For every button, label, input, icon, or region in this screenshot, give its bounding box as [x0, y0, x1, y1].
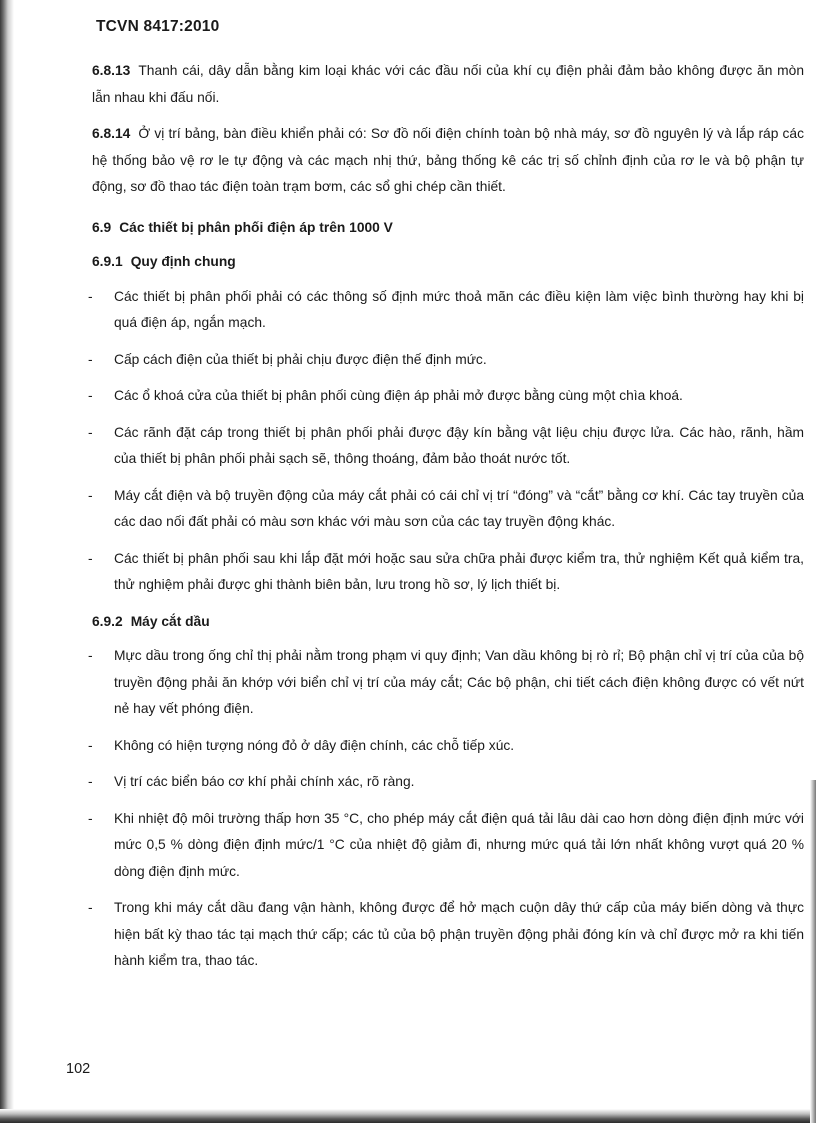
- paragraph-6-8-14: [92, 121, 804, 201]
- list-item: - Khi nhiệt độ môi trường thấp hơn 35 °C, cho phép máy cắt điện quá tải lâu dài cao hơn dòng điện định mức với mức 0,5 % dòng điện định mức/1 °C của nhiệt độ giảm đi, nhưng mức quá tải lớn nhất không vượt quá 20 % dòng điện định mức.: [92, 806, 804, 886]
- bullet-dash: -: [88, 424, 93, 440]
- document-code-header: TCVN 8417:2010: [96, 18, 220, 35]
- list-item: - Máy cắt điện và bộ truyền động của máy cắt phải có cái chỉ vị trí “đóng” và “cắt” bằng cơ khí. Các tay truyền của các dao nối đất phải có màu sơn khác với màu sơn của các tay truyền động khác.: [92, 483, 804, 536]
- section-number: 6.9.1: [92, 254, 123, 269]
- paragraph-6-8-13: [92, 58, 804, 111]
- list-item: - Vị trí các biển báo cơ khí phải chính xác, rõ ràng.: [92, 769, 804, 796]
- list-item: - Cấp cách điện của thiết bị phải chịu được điện thế định mức.: [92, 347, 804, 374]
- section-number: 6.9: [92, 219, 112, 235]
- bullet-dash: -: [88, 388, 93, 403]
- scan-edge-right: [810, 780, 816, 1123]
- section-number: 6.9.2: [92, 613, 123, 629]
- page-number: 102: [66, 1061, 91, 1077]
- paragraph-text: Ở vị trí bảng, bàn điều khiển phải có: Sơ đồ nối điện chính toàn bộ nhà máy, sơ đồ nguyên lý và lắp ráp các hệ thống bảo vệ rơ le tự động và các mạch nhị thứ, bảng thống kê các trị số chỉnh định của rơ le và bộ phận tự động, sơ đồ thao tác điện toàn trạm bơm, các sổ ghi chép cần thiết.: [92, 126, 804, 194]
- bullet-dash: -: [88, 900, 93, 915]
- page-content: [88, 58, 804, 985]
- section-heading-6-9-1: [92, 249, 804, 276]
- list-item: - Các thiết bị phân phối phải có các thông số định mức thoả mãn các điều kiện làm việc bình thường hay khi bị quá điện áp, ngắn mạch.: [92, 284, 804, 337]
- paragraph-number: 6.8.13: [92, 63, 131, 78]
- bullet-dash: -: [88, 737, 93, 753]
- list-item: - Các ổ khoá cửa của thiết bị phân phối cùng điện áp phải mở được bằng cùng một chìa khoá.: [92, 383, 804, 410]
- section-heading-6-9-2: [92, 609, 804, 636]
- section-heading-6-9: [92, 215, 804, 242]
- list-item: - Các thiết bị phân phối sau khi lắp đặt mới hoặc sau sửa chữa phải được kiểm tra, thử nghiệm Kết quả kiểm tra, thử nghiệm phải được ghi thành biên bản, lưu trong hồ sơ, lý lịch thiết bị.: [92, 546, 804, 599]
- list-item: - Trong khi máy cắt dầu đang vận hành, không được để hở mạch cuộn dây thứ cấp của máy biến dòng và thực hiện bất kỳ thao tác tại mạch thứ cấp; các tủ của bộ phận truyền động phải đóng kín và chỉ được mở ra khi tiến hành kiểm tra, thao tác.: [92, 895, 804, 975]
- bullet-dash: -: [88, 550, 93, 566]
- bullet-dash: -: [88, 648, 93, 663]
- bullet-dash: -: [88, 810, 93, 826]
- list-item: - Không có hiện tượng nóng đỏ ở dây điện chính, các chỗ tiếp xúc.: [92, 733, 804, 760]
- paragraph-number: 6.8.14: [92, 126, 131, 141]
- scan-edge-bottom: [0, 1109, 816, 1123]
- section-title: Các thiết bị phân phối điện áp trên 1000 V: [119, 219, 393, 235]
- bullet-dash: -: [88, 288, 93, 304]
- bullet-dash: -: [88, 774, 93, 789]
- bullet-dash: -: [88, 487, 93, 503]
- list-item: - Mực dầu trong ống chỉ thị phải nằm trong phạm vi quy định; Van dầu không bị rò rỉ; Bộ phận chỉ vị trí của của bộ truyền động phải ăn khớp với biển chỉ vị trí của máy cắt; Các bộ phận, chi tiết cách điện không được có vết nứt nẻ hay vết phóng điện.: [92, 643, 804, 723]
- section-title: Quy định chung: [130, 254, 236, 269]
- section-title: Máy cắt dầu: [130, 613, 210, 629]
- scan-edge-left: [0, 0, 14, 1123]
- paragraph-text: Thanh cái, dây dẫn bằng kim loại khác với các đầu nối của khí cụ điện phải đảm bảo không được ăn mòn lẫn nhau khi đấu nối.: [92, 63, 804, 105]
- bullet-dash: -: [88, 351, 93, 367]
- list-item: - Các rãnh đặt cáp trong thiết bị phân phối phải được đậy kín bằng vật liệu chịu được lửa. Các hào, rãnh, hầm của thiết bị phân phối phải sạch sẽ, thông thoáng, đảm bảo thoát nước tốt.: [92, 420, 804, 473]
